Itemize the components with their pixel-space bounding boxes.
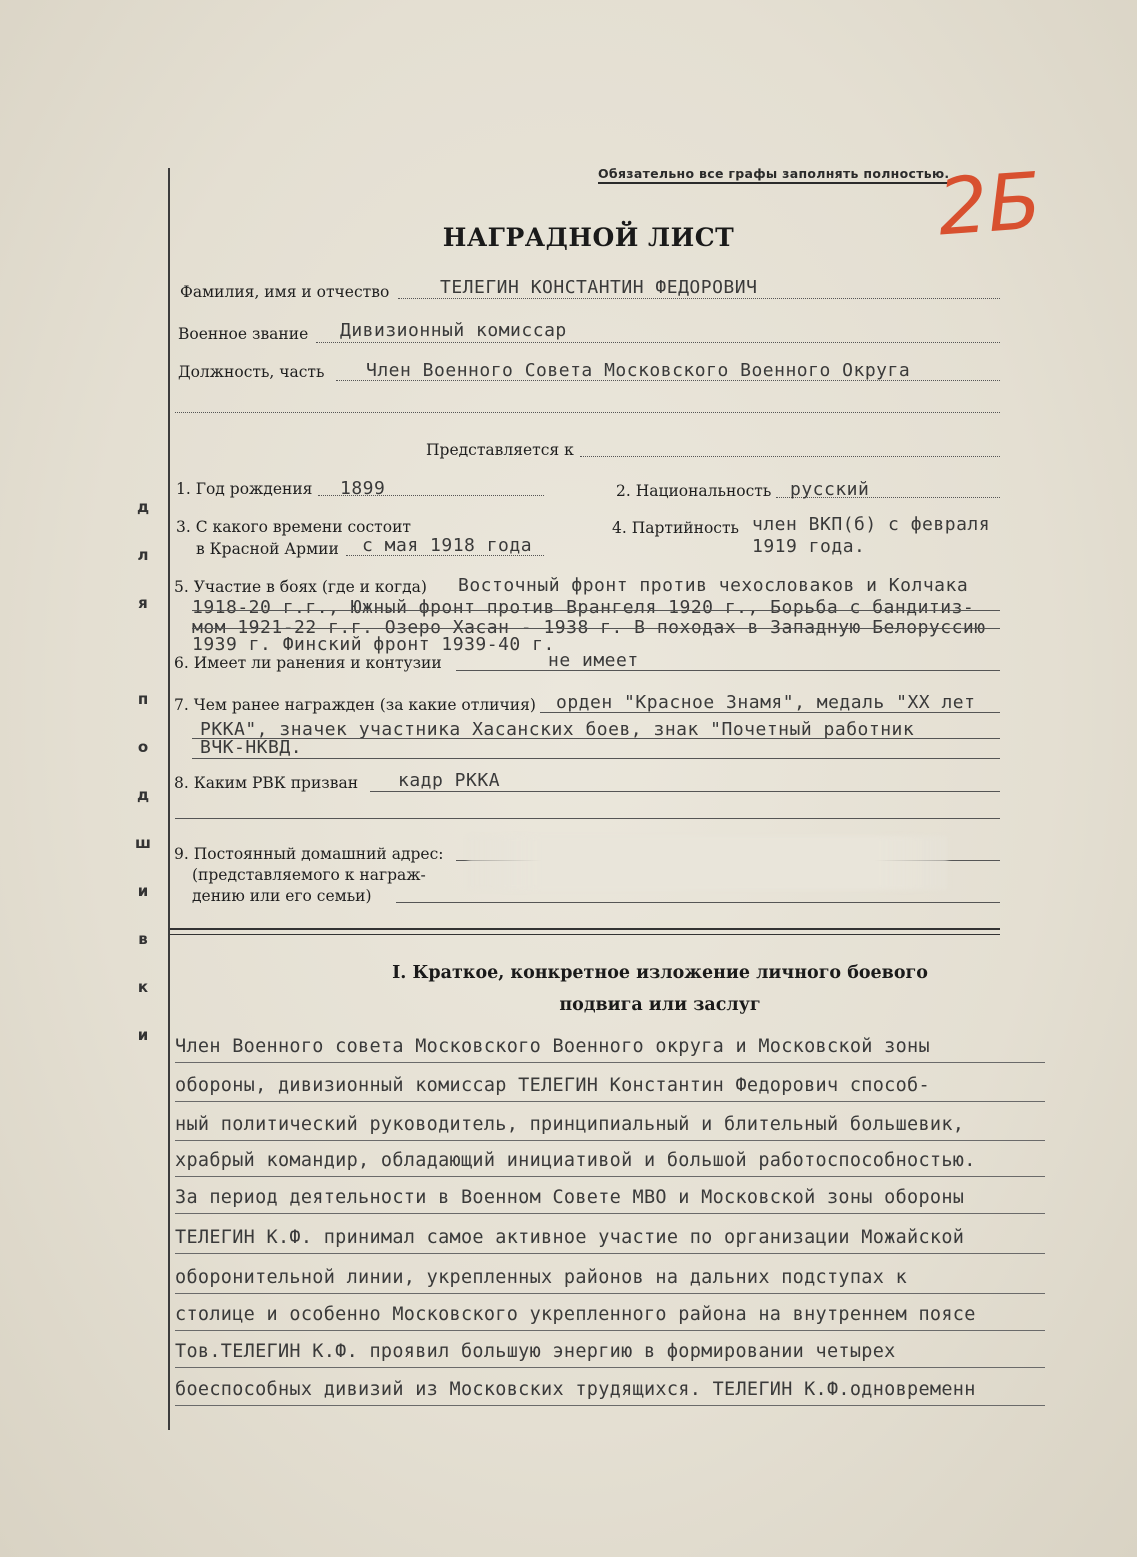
rvk-underline xyxy=(370,791,1000,792)
battles-label: 5. Участие в боях (где и когда) xyxy=(174,578,427,596)
section-heading-2: подвига или заслуг xyxy=(559,995,761,1015)
presented-underline xyxy=(580,456,1000,457)
body-line: Тов.ТЕЛЕГИН К.Ф. проявил большую энергию в формировании четырех xyxy=(175,1341,1045,1368)
wounds-underline xyxy=(456,670,1000,671)
wounds-label: 6. Имеет ли ранения и контузии xyxy=(174,654,442,672)
side-letter: л xyxy=(137,546,149,564)
name-underline xyxy=(398,298,1000,299)
body-line: ТЕЛЕГИН К.Ф. принимал самое активное участие по организации Можайской xyxy=(175,1227,1045,1254)
rank-value: Дивизионный комиссар xyxy=(340,320,567,341)
body-line: Член Военного совета Московского Военного округа и Московской зоны xyxy=(175,1036,1045,1063)
name-label: Фамилия, имя и отчество xyxy=(180,283,390,301)
body-line: За период деятельности в Военном Совете МВО и Московской зоны обороны xyxy=(175,1187,1045,1214)
awards-underline-3 xyxy=(192,758,1000,759)
battles-value-4: 1939 г. Финский фронт 1939-40 г. xyxy=(192,634,555,655)
rank-label: Военное звание xyxy=(178,325,309,343)
party-label: 4. Партийность xyxy=(612,519,739,537)
side-letter: в xyxy=(138,930,148,948)
address-underline-2 xyxy=(396,902,1000,903)
body-line: ный политический руководитель, принципиальный и блительный большевик, xyxy=(175,1114,1045,1141)
side-letter: и xyxy=(137,1026,149,1044)
margin-line xyxy=(168,168,170,1430)
service-label-2: в Красной Армии xyxy=(196,540,339,558)
party-value: член ВКП(б) с февраля xyxy=(752,514,991,535)
service-label: 3. С какого времени состоит xyxy=(176,518,411,536)
rank-underline xyxy=(316,342,1000,343)
nationality-value: русский xyxy=(790,479,870,500)
awards-label: 7. Чем ранее награжден (за какие отличия) xyxy=(174,696,536,714)
battles-underline xyxy=(192,610,1000,611)
position-label: Должность, часть xyxy=(178,363,325,381)
rvk-label: 8. Каким РВК призван xyxy=(174,774,359,792)
section-heading: I. Краткое, конкретное изложение личного боевого xyxy=(392,963,928,983)
side-letter: д xyxy=(136,786,150,804)
battles-value-2: 1918-20 г.г., Южный фронт против Врангеля 1920 г., Борьба с бандитиз- xyxy=(192,597,975,618)
side-letter: о xyxy=(137,738,149,756)
battles-value: Восточный фронт против чехословаков и Колчака xyxy=(458,575,969,596)
awards-underline xyxy=(540,712,1000,713)
awards-value-2: РККА", значек участника Хасанских боев, знак "Почетный работник xyxy=(200,719,915,740)
address-label: 9. Постоянный домашний адрес: xyxy=(174,845,444,863)
body-line: храбрый командир, обладающий инициативой и большой работоспособностью. xyxy=(175,1150,1045,1177)
awards-value-3: ВЧК-НКВД. xyxy=(200,737,303,758)
position-value: Член Военного Совета Московского Военного Округа xyxy=(366,360,911,381)
address-label-3: дению или его семьи) xyxy=(192,887,372,905)
name-value: ТЕЛЕГИН КОНСТАНТИН ФЕДОРОВИЧ xyxy=(440,277,758,298)
side-letter: д xyxy=(136,498,150,516)
body-line: столице и особенно Московского укрепленного района на внутреннем поясе xyxy=(175,1304,1045,1331)
side-label xyxy=(128,500,158,1076)
section-divider xyxy=(170,928,1000,935)
battles-underline-2 xyxy=(192,628,1000,629)
presented-label: Представляется к xyxy=(426,441,574,459)
nationality-label: 2. Национальность xyxy=(616,482,772,500)
body-line: оборонительной линии, укрепленных районов на дальних подступах к xyxy=(175,1267,1045,1294)
side-letter xyxy=(128,644,158,692)
body-line: обороны, дивизионный комиссар ТЕЛЕГИН Константин Федорович способ- xyxy=(175,1075,1045,1102)
redacted-address xyxy=(468,836,948,890)
position-underline-2 xyxy=(175,412,1000,413)
body-line: боеспособных дивизий из Московских трудящихся. ТЕЛЕГИН К.Ф.одновременн xyxy=(175,1379,1045,1406)
instruction-note: Обязательно все графы заполнять полностью. xyxy=(598,166,949,184)
awards-value: орден "Красное Знамя", медаль "XX лет xyxy=(556,692,976,713)
side-letter: к xyxy=(137,978,149,996)
side-letter: п xyxy=(137,690,149,708)
side-letter: я xyxy=(138,594,148,612)
address-label-2: (представляемого к награж- xyxy=(192,866,426,884)
document-title: НАГРАДНОЙ ЛИСТ xyxy=(442,223,735,252)
birth-label: 1. Год рождения xyxy=(176,480,313,498)
service-value: с мая 1918 года xyxy=(362,535,533,556)
party-value-2: 1919 года. xyxy=(752,536,866,557)
red-pencil-mark: 2Б xyxy=(934,156,1045,254)
rvk-underline-2 xyxy=(175,818,1000,819)
awards-underline-2 xyxy=(192,738,1000,739)
side-letter: ш xyxy=(135,834,151,852)
wounds-value: не имеет xyxy=(548,650,639,671)
side-letter: и xyxy=(137,882,149,900)
rvk-value: кадр РККА xyxy=(398,770,501,791)
battles-value-3: мом 1921-22 г.г. Озеро Хасан - 1938 г. В походах в Западную Белоруссию xyxy=(192,617,986,638)
birth-value: 1899 xyxy=(340,478,386,499)
